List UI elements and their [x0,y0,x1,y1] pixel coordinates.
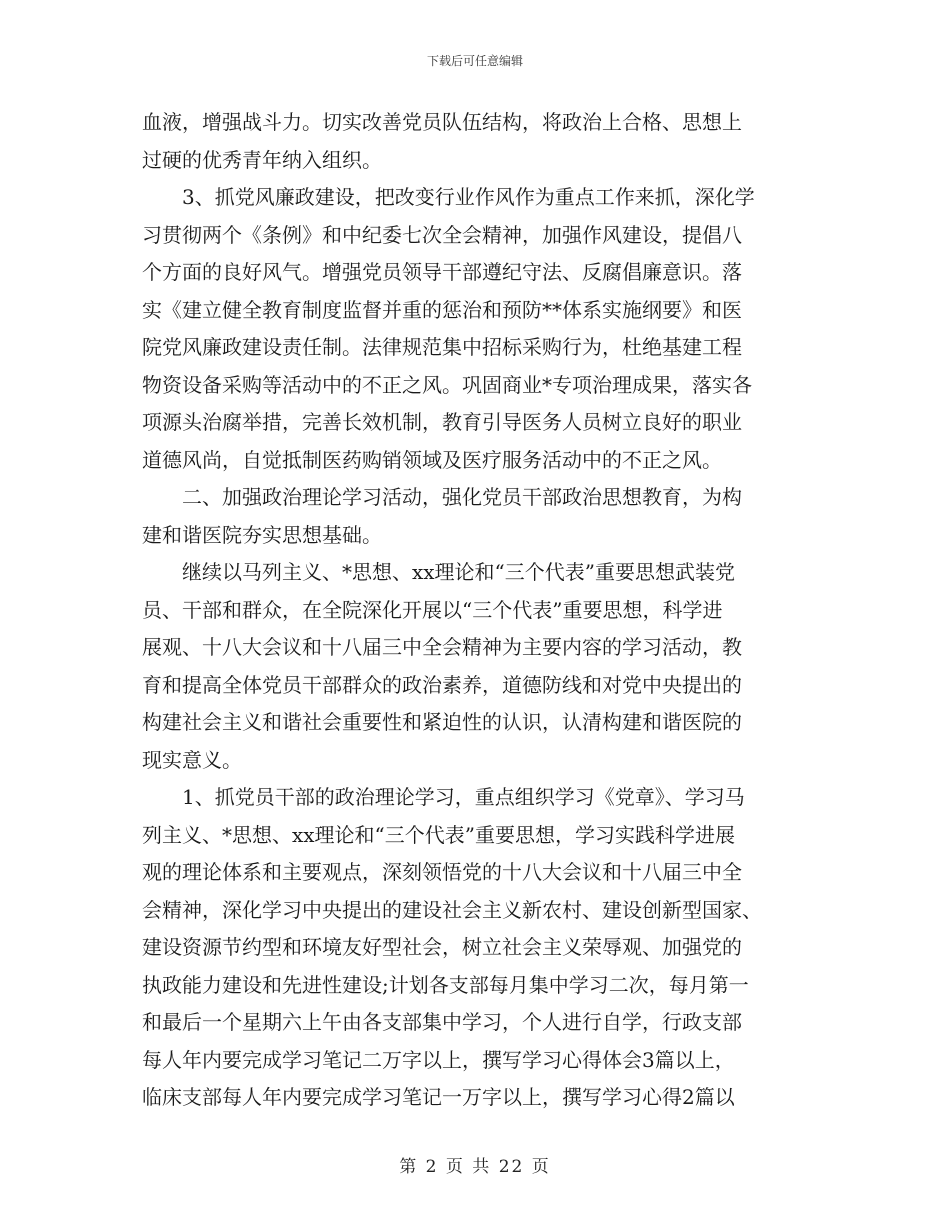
text-line: 道德风尚，自觉抵制医药购销领域及医疗服务活动中的不正之风。 [142,447,722,472]
text-line: 构建社会主义和谐社会重要性和紧迫性的认识，认清构建和谐医院的 [142,710,742,734]
text-line: 执政能力建设和先进性建设;计划各支部每月集中学习二次，每月第一 [142,972,749,997]
text-line: 建设资源节约型和环境友好型社会，树立社会主义荣辱观、加强党的 [142,935,742,959]
text-line: 实《建立健全教育制度监督并重的惩治和预防**体系实施纲要》和医 [142,297,742,322]
text-line: 过硬的优秀青年纳入组织。 [142,147,382,172]
body-text [142,104,810,1117]
text-line: 列主义、*思想、xx理论和“三个代表”重要思想，学习实践科学进展 [142,822,736,847]
text-line: 育和提高全体党员干部群众的政治素养，道德防线和对党中央提出的 [142,672,742,697]
text-line: 临床支部每人年内要完成学习笔记一万字以上，撰写学习心得2篇以 [142,1085,735,1109]
text-line: 建和谐医院夯实思想基础。 [142,522,382,547]
text-line: 员、干部和群众，在全院深化开展以“三个代表”重要思想，科学进 [142,597,723,622]
text-line: 血液，增强战斗力。切实改善党员队伍结构，将政治上合格、思想上 [142,110,742,134]
text-line: 物资设备采购等活动中的不正之风。巩固商业*专项治理成果，落实各 [142,372,752,397]
text-line: 观的理论体系和主要观点，深刻领悟党的十八大会议和十八届三中全 [142,860,742,884]
text-line: 二、加强政治理论学习活动，强化党员干部政治思想教育，为构 [142,485,742,509]
text-line: 现实意义。 [142,747,242,772]
text-line: 习贯彻两个《条例》和中纪委七次全会精神，加强作风建设，提倡八 [142,222,742,247]
text-line: 个方面的良好风气。增强党员领导干部遵纪守法、反腐倡廉意识。落 [142,260,742,284]
text-line: 1、抓党员干部的政治理论学习，重点组织学习《党章》、学习马 [142,785,745,809]
text-line: 继续以马列主义、*思想、xx理论和“三个代表”重要思想武装党 [142,560,736,584]
header-note: 下载后可任意编辑 [426,54,523,68]
text-line: 项源头治腐举措，完善长效机制，教育引导医务人员树立良好的职业 [142,410,742,434]
text-line: 会精神，深化学习中央提出的建设社会主义新农村、建设创新型国家、 [142,897,762,922]
text-line: 和最后一个星期六上午由各支部集中学习，个人进行自学，行政支部 [142,1010,742,1034]
text-line: 展观、十八大会议和十八届三中全会精神为主要内容的学习活动，教 [142,635,742,659]
text-line: 每人年内要完成学习笔记二万字以上，撰写学习心得体会3篇以上， [142,1047,735,1072]
text-line: 3、抓党风廉政建设，把改变行业作风作为重点工作来抓，深化学 [142,185,755,209]
page-number: 第 2 页 共 22 页 [399,1157,551,1177]
text-line: 院党风廉政建设责任制。法律规范集中招标采购行为，杜绝基建工程 [142,335,742,359]
